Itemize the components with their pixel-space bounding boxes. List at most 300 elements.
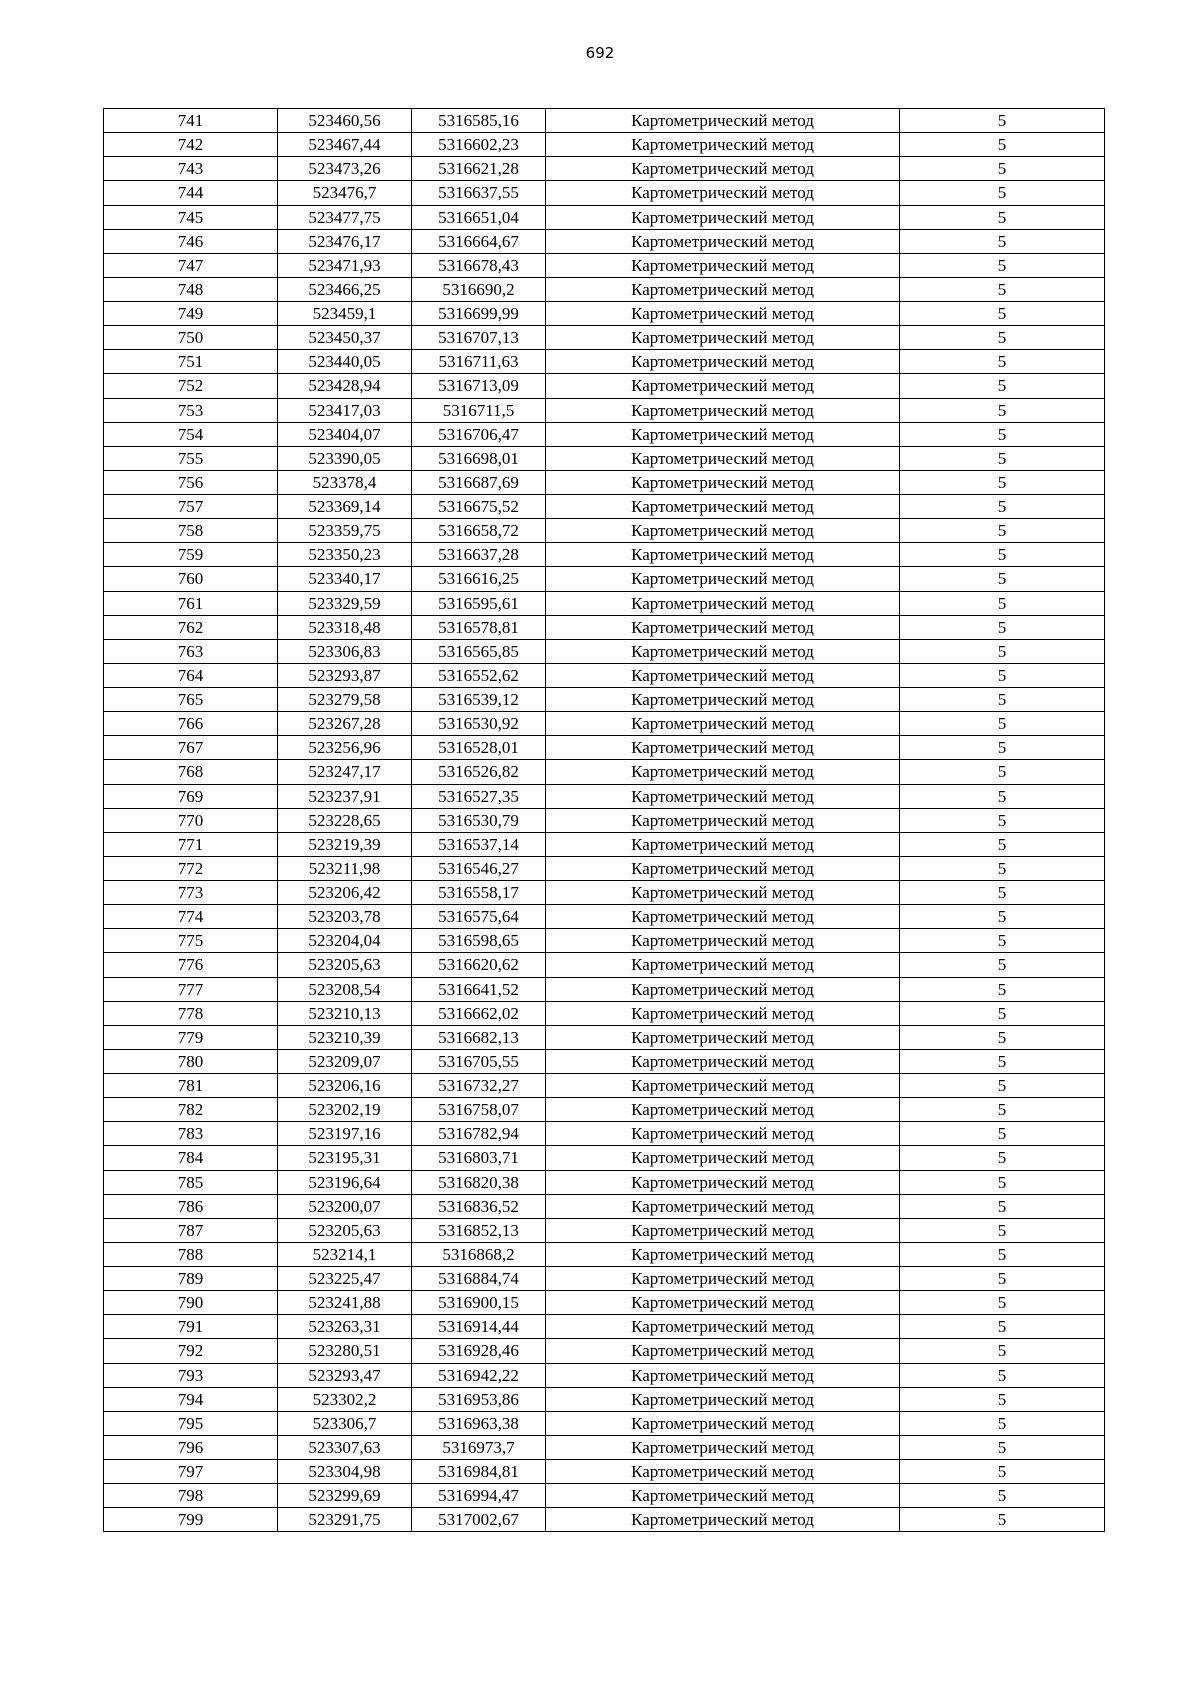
point-number-cell: 769 [104, 784, 278, 808]
accuracy-cell: 5 [900, 1122, 1105, 1146]
x-coordinate-cell: 523306,83 [278, 639, 412, 663]
y-coordinate-cell: 5316711,5 [412, 398, 546, 422]
x-coordinate-cell: 523267,28 [278, 712, 412, 736]
point-number-cell: 784 [104, 1146, 278, 1170]
method-cell: Картометрический метод [546, 1170, 900, 1194]
table-row [104, 1025, 1105, 1049]
table-row [104, 784, 1105, 808]
method-cell: Картометрический метод [546, 905, 900, 929]
point-number-cell: 744 [104, 181, 278, 205]
point-number-cell: 774 [104, 905, 278, 929]
table-row [104, 253, 1105, 277]
point-number-cell: 766 [104, 712, 278, 736]
table-row [104, 712, 1105, 736]
table-body [104, 109, 1105, 1532]
point-number-cell: 751 [104, 350, 278, 374]
table-row [104, 1508, 1105, 1532]
method-cell: Картометрический метод [546, 374, 900, 398]
method-cell: Картометрический метод [546, 1074, 900, 1098]
x-coordinate-cell: 523404,07 [278, 422, 412, 446]
x-coordinate-cell: 523390,05 [278, 446, 412, 470]
y-coordinate-cell: 5316732,27 [412, 1074, 546, 1098]
point-number-cell: 770 [104, 808, 278, 832]
method-cell: Картометрический метод [546, 1242, 900, 1266]
x-coordinate-cell: 523350,23 [278, 543, 412, 567]
y-coordinate-cell: 5316528,01 [412, 736, 546, 760]
method-cell: Картометрический метод [546, 760, 900, 784]
table-row [104, 1339, 1105, 1363]
method-cell: Картометрический метод [546, 253, 900, 277]
x-coordinate-cell: 523196,64 [278, 1170, 412, 1194]
method-cell: Картометрический метод [546, 953, 900, 977]
method-cell: Картометрический метод [546, 832, 900, 856]
x-coordinate-cell: 523228,65 [278, 808, 412, 832]
y-coordinate-cell: 5316820,38 [412, 1170, 546, 1194]
y-coordinate-cell: 5316658,72 [412, 519, 546, 543]
x-coordinate-cell: 523473,26 [278, 157, 412, 181]
accuracy-cell: 5 [900, 1387, 1105, 1411]
table-row [104, 1291, 1105, 1315]
method-cell: Картометрический метод [546, 1218, 900, 1242]
method-cell: Картометрический метод [546, 591, 900, 615]
table-row [104, 1315, 1105, 1339]
x-coordinate-cell: 523225,47 [278, 1267, 412, 1291]
x-coordinate-cell: 523205,63 [278, 953, 412, 977]
point-number-cell: 768 [104, 760, 278, 784]
y-coordinate-cell: 5316546,27 [412, 856, 546, 880]
method-cell: Картометрический метод [546, 784, 900, 808]
point-number-cell: 797 [104, 1460, 278, 1484]
point-number-cell: 753 [104, 398, 278, 422]
y-coordinate-cell: 5316620,62 [412, 953, 546, 977]
point-number-cell: 798 [104, 1484, 278, 1508]
accuracy-cell: 5 [900, 808, 1105, 832]
point-number-cell: 758 [104, 519, 278, 543]
table-row [104, 109, 1105, 133]
y-coordinate-cell: 5316713,09 [412, 374, 546, 398]
point-number-cell: 741 [104, 109, 278, 133]
table-row [104, 422, 1105, 446]
accuracy-cell: 5 [900, 109, 1105, 133]
y-coordinate-cell: 5316595,61 [412, 591, 546, 615]
y-coordinate-cell: 5316699,99 [412, 302, 546, 326]
method-cell: Картометрический метод [546, 422, 900, 446]
x-coordinate-cell: 523450,37 [278, 326, 412, 350]
x-coordinate-cell: 523206,16 [278, 1074, 412, 1098]
table-row [104, 1074, 1105, 1098]
accuracy-cell: 5 [900, 688, 1105, 712]
accuracy-cell: 5 [900, 784, 1105, 808]
table-row [104, 1363, 1105, 1387]
accuracy-cell: 5 [900, 663, 1105, 687]
x-coordinate-cell: 523206,42 [278, 881, 412, 905]
method-cell: Картометрический метод [546, 1146, 900, 1170]
y-coordinate-cell: 5316526,82 [412, 760, 546, 784]
table-row [104, 1146, 1105, 1170]
point-number-cell: 778 [104, 1001, 278, 1025]
method-cell: Картометрический метод [546, 350, 900, 374]
x-coordinate-cell: 523477,75 [278, 205, 412, 229]
x-coordinate-cell: 523471,93 [278, 253, 412, 277]
y-coordinate-cell: 5316782,94 [412, 1122, 546, 1146]
accuracy-cell: 5 [900, 1484, 1105, 1508]
point-number-cell: 745 [104, 205, 278, 229]
point-number-cell: 783 [104, 1122, 278, 1146]
point-number-cell: 790 [104, 1291, 278, 1315]
accuracy-cell: 5 [900, 229, 1105, 253]
point-number-cell: 777 [104, 977, 278, 1001]
accuracy-cell: 5 [900, 856, 1105, 880]
point-number-cell: 765 [104, 688, 278, 712]
accuracy-cell: 5 [900, 470, 1105, 494]
y-coordinate-cell: 5316690,2 [412, 277, 546, 301]
accuracy-cell: 5 [900, 543, 1105, 567]
method-cell: Картометрический метод [546, 1122, 900, 1146]
table-row [104, 1411, 1105, 1435]
point-number-cell: 782 [104, 1098, 278, 1122]
table-row [104, 977, 1105, 1001]
y-coordinate-cell: 5316621,28 [412, 157, 546, 181]
y-coordinate-cell: 5316527,35 [412, 784, 546, 808]
x-coordinate-cell: 523304,98 [278, 1460, 412, 1484]
table-row [104, 302, 1105, 326]
x-coordinate-cell: 523359,75 [278, 519, 412, 543]
point-number-cell: 772 [104, 856, 278, 880]
table-row [104, 446, 1105, 470]
table-row [104, 639, 1105, 663]
accuracy-cell: 5 [900, 1339, 1105, 1363]
method-cell: Картометрический метод [546, 1484, 900, 1508]
accuracy-cell: 5 [900, 495, 1105, 519]
accuracy-cell: 5 [900, 905, 1105, 929]
table-row [104, 1387, 1105, 1411]
y-coordinate-cell: 5316637,28 [412, 543, 546, 567]
accuracy-cell: 5 [900, 253, 1105, 277]
x-coordinate-cell: 523208,54 [278, 977, 412, 1001]
method-cell: Картометрический метод [546, 495, 900, 519]
y-coordinate-cell: 5316662,02 [412, 1001, 546, 1025]
method-cell: Картометрический метод [546, 302, 900, 326]
x-coordinate-cell: 523214,1 [278, 1242, 412, 1266]
point-number-cell: 779 [104, 1025, 278, 1049]
point-number-cell: 799 [104, 1508, 278, 1532]
method-cell: Картометрический метод [546, 1339, 900, 1363]
table-row [104, 350, 1105, 374]
y-coordinate-cell: 5316675,52 [412, 495, 546, 519]
x-coordinate-cell: 523293,87 [278, 663, 412, 687]
point-number-cell: 755 [104, 446, 278, 470]
method-cell: Картометрический метод [546, 1363, 900, 1387]
accuracy-cell: 5 [900, 374, 1105, 398]
x-coordinate-cell: 523204,04 [278, 929, 412, 953]
point-number-cell: 781 [104, 1074, 278, 1098]
accuracy-cell: 5 [900, 639, 1105, 663]
x-coordinate-cell: 523467,44 [278, 133, 412, 157]
point-number-cell: 793 [104, 1363, 278, 1387]
y-coordinate-cell: 5317002,67 [412, 1508, 546, 1532]
method-cell: Картометрический метод [546, 1025, 900, 1049]
y-coordinate-cell: 5316558,17 [412, 881, 546, 905]
point-number-cell: 760 [104, 567, 278, 591]
table-row [104, 157, 1105, 181]
table-row [104, 470, 1105, 494]
table-row [104, 543, 1105, 567]
table-row [104, 374, 1105, 398]
y-coordinate-cell: 5316984,81 [412, 1460, 546, 1484]
y-coordinate-cell: 5316711,63 [412, 350, 546, 374]
method-cell: Картометрический метод [546, 1267, 900, 1291]
point-number-cell: 785 [104, 1170, 278, 1194]
x-coordinate-cell: 523205,63 [278, 1218, 412, 1242]
point-number-cell: 746 [104, 229, 278, 253]
accuracy-cell: 5 [900, 567, 1105, 591]
y-coordinate-cell: 5316575,64 [412, 905, 546, 929]
method-cell: Картометрический метод [546, 229, 900, 253]
x-coordinate-cell: 523417,03 [278, 398, 412, 422]
y-coordinate-cell: 5316868,2 [412, 1242, 546, 1266]
accuracy-cell: 5 [900, 1508, 1105, 1532]
table-row [104, 832, 1105, 856]
table-row [104, 905, 1105, 929]
y-coordinate-cell: 5316530,79 [412, 808, 546, 832]
point-number-cell: 750 [104, 326, 278, 350]
x-coordinate-cell: 523263,31 [278, 1315, 412, 1339]
x-coordinate-cell: 523460,56 [278, 109, 412, 133]
accuracy-cell: 5 [900, 1411, 1105, 1435]
table-row [104, 495, 1105, 519]
table-row [104, 1170, 1105, 1194]
point-number-cell: 764 [104, 663, 278, 687]
accuracy-cell: 5 [900, 1001, 1105, 1025]
x-coordinate-cell: 523209,07 [278, 1049, 412, 1073]
table-row [104, 1098, 1105, 1122]
table-row [104, 205, 1105, 229]
x-coordinate-cell: 523318,48 [278, 615, 412, 639]
y-coordinate-cell: 5316758,07 [412, 1098, 546, 1122]
table-row [104, 1435, 1105, 1459]
accuracy-cell: 5 [900, 591, 1105, 615]
point-number-cell: 771 [104, 832, 278, 856]
x-coordinate-cell: 523256,96 [278, 736, 412, 760]
y-coordinate-cell: 5316803,71 [412, 1146, 546, 1170]
point-number-cell: 762 [104, 615, 278, 639]
accuracy-cell: 5 [900, 519, 1105, 543]
table-row [104, 688, 1105, 712]
accuracy-cell: 5 [900, 133, 1105, 157]
accuracy-cell: 5 [900, 1074, 1105, 1098]
point-number-cell: 759 [104, 543, 278, 567]
y-coordinate-cell: 5316530,92 [412, 712, 546, 736]
method-cell: Картометрический метод [546, 712, 900, 736]
x-coordinate-cell: 523247,17 [278, 760, 412, 784]
method-cell: Картометрический метод [546, 543, 900, 567]
y-coordinate-cell: 5316678,43 [412, 253, 546, 277]
point-number-cell: 792 [104, 1339, 278, 1363]
accuracy-cell: 5 [900, 832, 1105, 856]
point-number-cell: 761 [104, 591, 278, 615]
point-number-cell: 756 [104, 470, 278, 494]
accuracy-cell: 5 [900, 977, 1105, 1001]
method-cell: Картометрический метод [546, 881, 900, 905]
accuracy-cell: 5 [900, 1025, 1105, 1049]
point-number-cell: 763 [104, 639, 278, 663]
accuracy-cell: 5 [900, 1291, 1105, 1315]
method-cell: Картометрический метод [546, 1291, 900, 1315]
x-coordinate-cell: 523241,88 [278, 1291, 412, 1315]
accuracy-cell: 5 [900, 1267, 1105, 1291]
y-coordinate-cell: 5316836,52 [412, 1194, 546, 1218]
table-row [104, 1484, 1105, 1508]
table-row [104, 615, 1105, 639]
y-coordinate-cell: 5316884,74 [412, 1267, 546, 1291]
method-cell: Картометрический метод [546, 808, 900, 832]
x-coordinate-cell: 523440,05 [278, 350, 412, 374]
method-cell: Картометрический метод [546, 181, 900, 205]
table-row [104, 326, 1105, 350]
y-coordinate-cell: 5316973,7 [412, 1435, 546, 1459]
x-coordinate-cell: 523291,75 [278, 1508, 412, 1532]
x-coordinate-cell: 523203,78 [278, 905, 412, 929]
method-cell: Картометрический метод [546, 663, 900, 687]
y-coordinate-cell: 5316539,12 [412, 688, 546, 712]
point-number-cell: 780 [104, 1049, 278, 1073]
x-coordinate-cell: 523211,98 [278, 856, 412, 880]
accuracy-cell: 5 [900, 446, 1105, 470]
y-coordinate-cell: 5316994,47 [412, 1484, 546, 1508]
y-coordinate-cell: 5316852,13 [412, 1218, 546, 1242]
point-number-cell: 742 [104, 133, 278, 157]
table-row [104, 519, 1105, 543]
method-cell: Картометрический метод [546, 205, 900, 229]
x-coordinate-cell: 523476,17 [278, 229, 412, 253]
accuracy-cell: 5 [900, 302, 1105, 326]
accuracy-cell: 5 [900, 422, 1105, 446]
y-coordinate-cell: 5316598,65 [412, 929, 546, 953]
x-coordinate-cell: 523279,58 [278, 688, 412, 712]
table-row [104, 1242, 1105, 1266]
y-coordinate-cell: 5316537,14 [412, 832, 546, 856]
y-coordinate-cell: 5316698,01 [412, 446, 546, 470]
method-cell: Картометрический метод [546, 1049, 900, 1073]
method-cell: Картометрический метод [546, 639, 900, 663]
accuracy-cell: 5 [900, 881, 1105, 905]
accuracy-cell: 5 [900, 1363, 1105, 1387]
accuracy-cell: 5 [900, 1460, 1105, 1484]
method-cell: Картометрический метод [546, 1435, 900, 1459]
x-coordinate-cell: 523202,19 [278, 1098, 412, 1122]
point-number-cell: 788 [104, 1242, 278, 1266]
x-coordinate-cell: 523219,39 [278, 832, 412, 856]
accuracy-cell: 5 [900, 712, 1105, 736]
point-number-cell: 752 [104, 374, 278, 398]
y-coordinate-cell: 5316963,38 [412, 1411, 546, 1435]
method-cell: Картометрический метод [546, 1194, 900, 1218]
y-coordinate-cell: 5316637,55 [412, 181, 546, 205]
method-cell: Картометрический метод [546, 1315, 900, 1339]
method-cell: Картометрический метод [546, 1411, 900, 1435]
method-cell: Картометрический метод [546, 567, 900, 591]
accuracy-cell: 5 [900, 1170, 1105, 1194]
table-row [104, 1218, 1105, 1242]
x-coordinate-cell: 523459,1 [278, 302, 412, 326]
method-cell: Картометрический метод [546, 133, 900, 157]
x-coordinate-cell: 523378,4 [278, 470, 412, 494]
table-row [104, 1267, 1105, 1291]
accuracy-cell: 5 [900, 350, 1105, 374]
point-number-cell: 786 [104, 1194, 278, 1218]
table-row [104, 1049, 1105, 1073]
y-coordinate-cell: 5316687,69 [412, 470, 546, 494]
accuracy-cell: 5 [900, 953, 1105, 977]
table-row [104, 663, 1105, 687]
y-coordinate-cell: 5316565,85 [412, 639, 546, 663]
table-row [104, 398, 1105, 422]
table-row [104, 277, 1105, 301]
accuracy-cell: 5 [900, 1049, 1105, 1073]
accuracy-cell: 5 [900, 157, 1105, 181]
x-coordinate-cell: 523340,17 [278, 567, 412, 591]
x-coordinate-cell: 523428,94 [278, 374, 412, 398]
table-row [104, 760, 1105, 784]
y-coordinate-cell: 5316928,46 [412, 1339, 546, 1363]
point-number-cell: 791 [104, 1315, 278, 1339]
accuracy-cell: 5 [900, 398, 1105, 422]
accuracy-cell: 5 [900, 1146, 1105, 1170]
page-number: 692 [585, 44, 615, 62]
y-coordinate-cell: 5316651,04 [412, 205, 546, 229]
method-cell: Картометрический метод [546, 470, 900, 494]
x-coordinate-cell: 523293,47 [278, 1363, 412, 1387]
point-number-cell: 748 [104, 277, 278, 301]
table-row [104, 181, 1105, 205]
table-row [104, 1194, 1105, 1218]
y-coordinate-cell: 5316664,67 [412, 229, 546, 253]
method-cell: Картометрический метод [546, 446, 900, 470]
x-coordinate-cell: 523329,59 [278, 591, 412, 615]
table-row [104, 953, 1105, 977]
accuracy-cell: 5 [900, 326, 1105, 350]
point-number-cell: 773 [104, 881, 278, 905]
method-cell: Картометрический метод [546, 856, 900, 880]
table-row [104, 856, 1105, 880]
y-coordinate-cell: 5316953,86 [412, 1387, 546, 1411]
accuracy-cell: 5 [900, 615, 1105, 639]
x-coordinate-cell: 523476,7 [278, 181, 412, 205]
point-number-cell: 776 [104, 953, 278, 977]
x-coordinate-cell: 523466,25 [278, 277, 412, 301]
accuracy-cell: 5 [900, 181, 1105, 205]
method-cell: Картометрический метод [546, 977, 900, 1001]
x-coordinate-cell: 523210,39 [278, 1025, 412, 1049]
point-number-cell: 794 [104, 1387, 278, 1411]
x-coordinate-cell: 523306,7 [278, 1411, 412, 1435]
accuracy-cell: 5 [900, 1098, 1105, 1122]
method-cell: Картометрический метод [546, 1460, 900, 1484]
x-coordinate-cell: 523299,69 [278, 1484, 412, 1508]
table-row [104, 1122, 1105, 1146]
accuracy-cell: 5 [900, 1194, 1105, 1218]
y-coordinate-cell: 5316914,44 [412, 1315, 546, 1339]
y-coordinate-cell: 5316942,22 [412, 1363, 546, 1387]
point-number-cell: 757 [104, 495, 278, 519]
method-cell: Картометрический метод [546, 1508, 900, 1532]
accuracy-cell: 5 [900, 1435, 1105, 1459]
accuracy-cell: 5 [900, 760, 1105, 784]
table-row [104, 929, 1105, 953]
y-coordinate-cell: 5316900,15 [412, 1291, 546, 1315]
y-coordinate-cell: 5316705,55 [412, 1049, 546, 1073]
y-coordinate-cell: 5316578,81 [412, 615, 546, 639]
